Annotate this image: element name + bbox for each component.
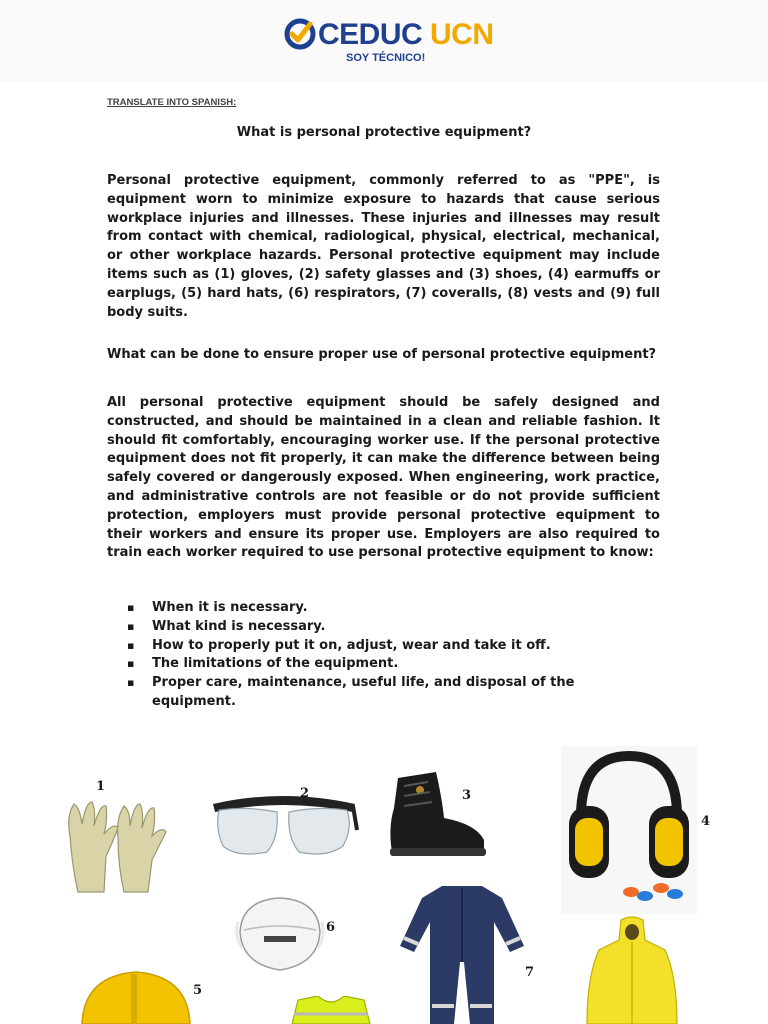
full-body-suit-icon bbox=[585, 916, 679, 1024]
paragraph-question: What can be done to ensure proper use of personal protective equipment? bbox=[107, 347, 657, 362]
image-number-5: 5 bbox=[193, 983, 203, 998]
instruction-label: TRANSLATE INTO SPANISH: bbox=[107, 97, 237, 108]
list-item-text: Proper care, maintenance, useful life, and disposal of the equipment. bbox=[152, 675, 575, 709]
brand-name bbox=[318, 18, 494, 52]
paragraph-intro: Personal protective equipment, commonly referred to as "PPE", is equipment worn to minimize exposure to hazards that cause serious workplace injuries and illnesses. These injuries and illnesses may result from contact with chemical, radiological, physical, electrical, mechanical, or other workplace hazards. Personal protective equipment may include items such as (1) gloves, (2) safety glasses and (3) shoes, (4) earmuffs or earplugs, (5) hard hats, (6) respirators, (7) coveralls, (8) vests and (9) full body suits. bbox=[107, 173, 660, 320]
earmuffs-icon bbox=[561, 746, 697, 914]
safety-shoe-icon bbox=[384, 768, 488, 860]
coveralls-icon bbox=[398, 882, 526, 1024]
list-item bbox=[107, 599, 660, 618]
paragraph-answer: All personal protective equipment should be safely designed and constructed, and should be maintained in a clean and reliable fashion. It should fit comfortably, encouraging worker use. If the personal protective equipment does not fit properly, it can make the difference between being safely covered or dangerously exposed. When engineering, work practice, and administrative controls are not feasible or do not provide sufficient protection, employers must provide personal protective equipment to their workers and ensure its proper use. Employers are also required to train each worker required to use personal protective equipment to know: bbox=[107, 395, 660, 561]
list-item bbox=[107, 674, 660, 712]
image-number-3: 3 bbox=[462, 788, 472, 803]
list-item bbox=[107, 637, 660, 656]
image-number-6: 6 bbox=[326, 920, 336, 935]
hard-hat-icon bbox=[76, 968, 194, 1024]
safety-glasses-icon bbox=[207, 782, 359, 862]
brand-name-ceduc: CEDUC bbox=[318, 18, 423, 51]
bullet-marker: ▪ bbox=[127, 676, 135, 690]
image-number-7: 7 bbox=[525, 965, 535, 980]
list-item-text: When it is necessary. bbox=[152, 600, 308, 615]
image-number-2: 2 bbox=[300, 786, 310, 801]
bullet-list bbox=[107, 599, 660, 712]
bullet-marker: ▪ bbox=[127, 619, 135, 633]
header-banner bbox=[0, 0, 768, 82]
list-item-text: How to properly put it on, adjust, wear and take it off. bbox=[152, 637, 551, 653]
brand-name-ucn: UCN bbox=[430, 18, 494, 51]
image-number-1: 1 bbox=[96, 779, 106, 794]
list-item bbox=[107, 655, 660, 674]
image-number-4: 4 bbox=[701, 814, 711, 829]
document-title: What is personal protective equipment? bbox=[236, 125, 532, 140]
vest-icon bbox=[288, 996, 374, 1024]
list-item-text: What kind is necessary. bbox=[152, 618, 326, 634]
bullet-marker: ▪ bbox=[127, 657, 135, 671]
list-item bbox=[107, 618, 660, 637]
respirator-icon bbox=[234, 892, 326, 974]
bullet-marker: ▪ bbox=[127, 638, 135, 652]
gloves-icon bbox=[60, 796, 170, 896]
list-item-text: The limitations of the equipment. bbox=[152, 656, 399, 672]
brand-slogan: SOY TÉCNICO! bbox=[346, 52, 426, 64]
bullet-marker: ▪ bbox=[127, 601, 135, 614]
